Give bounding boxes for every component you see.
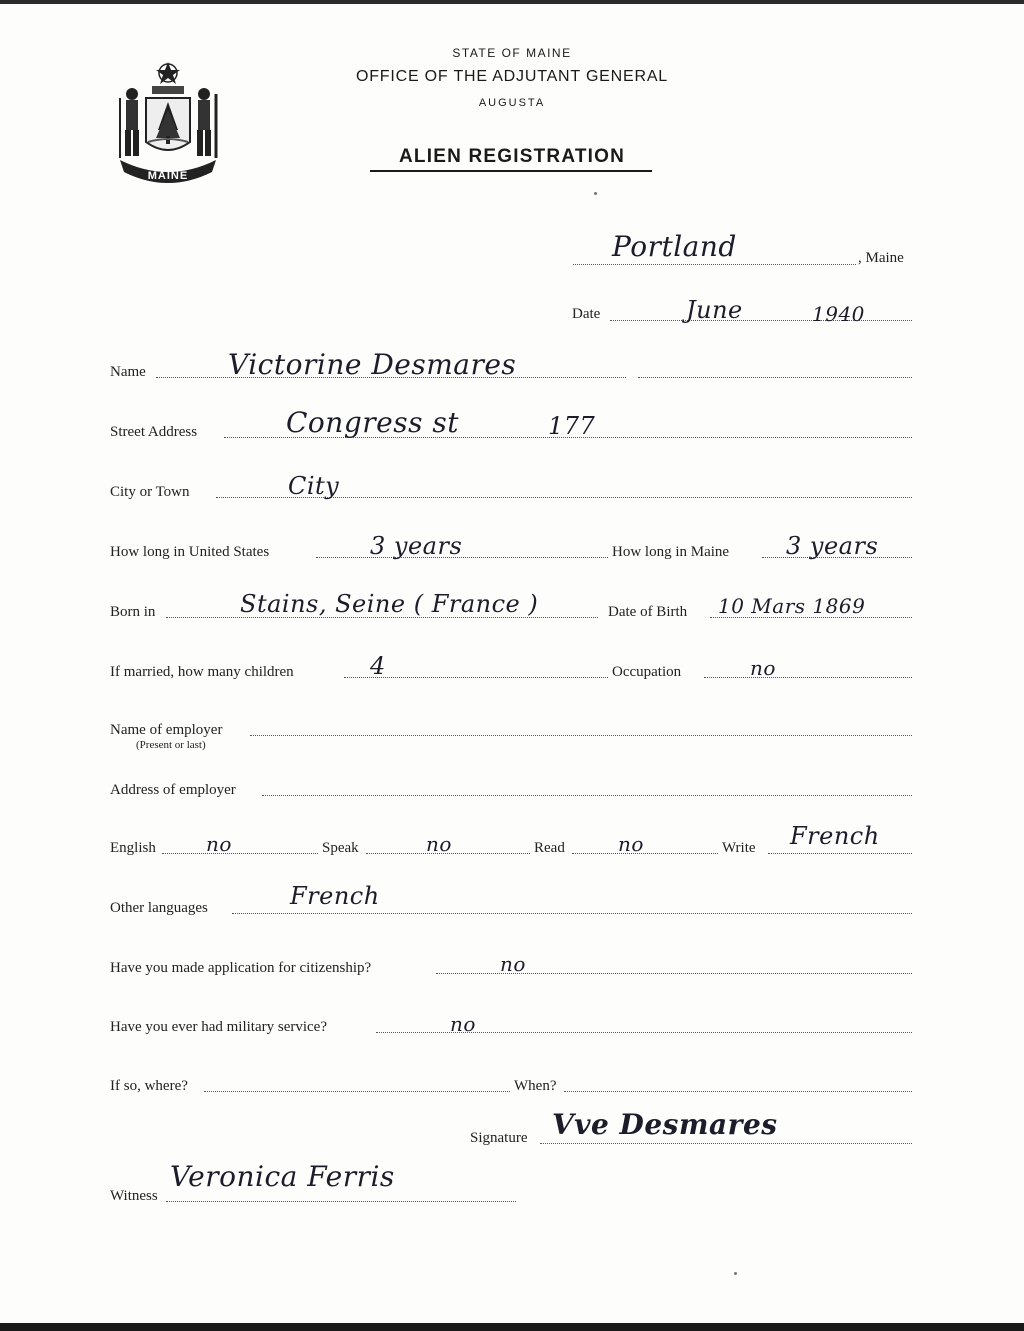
write-line: [768, 853, 912, 854]
other-languages-label: Other languages: [110, 900, 208, 916]
when-label: When?: [514, 1078, 557, 1094]
name-value: Victorine Desmares: [228, 348, 517, 381]
place-suffix: , Maine: [858, 250, 904, 266]
employer-name-label: Name of employer: [110, 722, 223, 738]
write-label: Write: [722, 840, 756, 856]
employer-address-label: Address of employer: [110, 782, 236, 798]
employer-name-sublabel: (Present or last): [136, 739, 206, 751]
date-month: June: [686, 296, 743, 324]
header-city: AUGUSTA: [478, 97, 546, 109]
scan-speck: [594, 192, 597, 195]
other-languages-value: French: [290, 882, 380, 910]
place-line: [573, 264, 856, 265]
military-label: Have you ever had military service?: [110, 1019, 327, 1035]
write-value: French: [790, 822, 880, 850]
how-long-us-value: 3 years: [370, 532, 463, 560]
how-long-maine-value: 3 years: [786, 532, 879, 560]
witness-value: Veronica Ferris: [170, 1160, 395, 1193]
military-value: no: [450, 1012, 476, 1036]
date-year: 1940: [812, 302, 865, 326]
scan-top-border: [0, 0, 1024, 4]
employer-address-line: [262, 795, 912, 796]
how-long-maine-label: How long in Maine: [612, 544, 730, 560]
speak-value: no: [426, 832, 452, 856]
street-address-number: 177: [548, 412, 596, 440]
name-label: Name: [110, 364, 146, 380]
other-languages-line: [232, 913, 912, 914]
place-value: Portland: [612, 230, 737, 263]
signature-line: [540, 1143, 912, 1144]
speak-label: Speak: [322, 840, 359, 856]
signature-value: Vve Desmares: [552, 1108, 778, 1141]
born-in-value: Stains, Seine ( France ): [240, 590, 539, 618]
children-label: If married, how many children: [110, 664, 294, 680]
employer-name-line: [250, 735, 912, 736]
born-in-label: Born in: [110, 604, 156, 620]
signature-label: Signature: [470, 1130, 528, 1146]
english-value: no: [206, 832, 232, 856]
form-title: ALIEN REGISTRATION: [398, 146, 626, 167]
children-value: 4: [370, 652, 386, 680]
header-state: STATE OF MAINE: [452, 46, 572, 60]
scan-bottom-border: [0, 1323, 1024, 1331]
date-of-birth-value: 10 Mars 1869: [718, 594, 866, 618]
if-so-where-line: [204, 1091, 510, 1092]
city-town-value: City: [288, 472, 340, 500]
header-office: OFFICE OF THE ADJUTANT GENERAL: [355, 68, 669, 85]
street-address-street: Congress st: [286, 406, 459, 439]
citizenship-value: no: [500, 952, 526, 976]
seal-text: MAINE: [147, 170, 189, 182]
how-long-us-label: How long in United States: [110, 544, 270, 560]
city-town-label: City or Town: [110, 484, 190, 500]
english-line: [162, 853, 318, 854]
occupation-value: no: [750, 656, 776, 680]
when-line: [564, 1091, 912, 1092]
scan-speck: [734, 1272, 737, 1275]
witness-label: Witness: [110, 1188, 158, 1204]
witness-line: [166, 1201, 516, 1202]
occupation-label: Occupation: [612, 664, 682, 680]
citizenship-label: Have you made application for citizenship?: [110, 960, 372, 976]
date-of-birth-label: Date of Birth: [608, 604, 688, 620]
read-value: no: [618, 832, 644, 856]
read-line: [572, 853, 718, 854]
occupation-line: [704, 677, 912, 678]
name-line-2: [638, 377, 912, 378]
if-so-where-label: If so, where?: [110, 1078, 188, 1094]
read-label: Read: [534, 840, 565, 856]
date-label: Date: [572, 306, 601, 322]
title-underline: [370, 170, 652, 172]
date-line: [610, 320, 912, 321]
street-address-label: Street Address: [110, 424, 198, 440]
english-label: English: [110, 840, 156, 856]
